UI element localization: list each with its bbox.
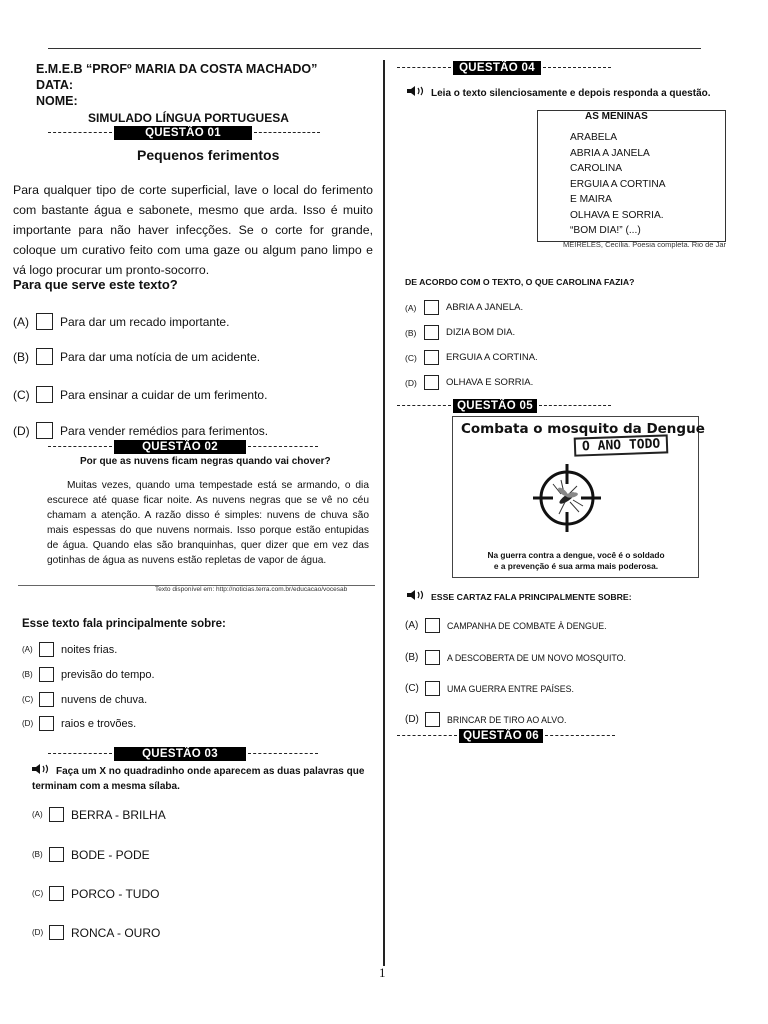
school-name: E.M.E.B “PROFº MARIA DA COSTA MACHADO”	[36, 62, 318, 76]
q4-option-d[interactable]: (D) OLHAVA E SORRIA.	[405, 377, 534, 388]
exam-title: SIMULADO LÍNGUA PORTUGUESA	[88, 111, 289, 125]
poem-line: ABRIA A JANELA	[570, 147, 650, 159]
checkbox[interactable]	[39, 716, 54, 731]
checkbox[interactable]	[424, 300, 439, 315]
poem-lines	[570, 130, 666, 239]
school-header	[36, 61, 317, 109]
top-rule	[48, 48, 701, 49]
poem-line: OLHAVA E SORRIA.	[570, 209, 664, 221]
crosshair-mosquito-icon	[531, 462, 603, 539]
date-label: DATA:	[36, 78, 74, 92]
checkbox[interactable]	[425, 618, 440, 633]
question-06-label: QUESTÃO 06	[459, 729, 543, 743]
q2-source: Texto disponível em: http://noticias.terra.com.br/educacao/vocesab	[155, 586, 348, 593]
q4-question: DE ACORDO COM O TEXTO, O QUE CAROLINA FAZIA?	[405, 277, 635, 287]
checkbox[interactable]	[49, 807, 64, 822]
column-divider	[383, 60, 385, 966]
speaker-icon	[32, 763, 50, 778]
checkbox[interactable]	[424, 375, 439, 390]
checkbox[interactable]	[424, 325, 439, 340]
q1-option-c[interactable]: (C) Para ensinar a cuidar de um ferimento.	[13, 387, 268, 402]
poem-line: “BOM DIA!” (...)	[570, 225, 641, 236]
q2-option-c[interactable]: (C) nuvens de chuva.	[22, 693, 148, 706]
poem-line: E MAIRA	[570, 194, 612, 205]
checkbox[interactable]	[425, 712, 440, 727]
checkbox[interactable]	[39, 692, 54, 707]
q2-text: Muitas vezes, quando uma tempestade está se armando, o dia escurece até quase ficar noite. As nuvens negras que se vê no céu chamam a atenção. A razão disso é simples: nuvens de chuva são mais espessas do que nuvens normais. Isso porque estão entupidas de água. Quando elas são branquinhas, quer dizer que em vez das gotinhas de água as nuvens estão repletas de vapor de água.	[47, 480, 369, 566]
question-02-label: QUESTÃO 02	[114, 440, 246, 454]
q3-option-d[interactable]: (D) RONCA - OURO	[32, 925, 161, 940]
question-04-bar	[397, 61, 613, 75]
poster-title: Combata o mosquito da Dengue	[461, 421, 705, 437]
q4-option-a[interactable]: (A) ABRIA A JANELA.	[405, 302, 524, 313]
q2-question: Esse texto fala principalmente sobre:	[22, 618, 226, 630]
checkbox[interactable]	[36, 422, 53, 439]
checkbox[interactable]	[36, 313, 53, 330]
q3-option-c[interactable]: (C) PORCO - TUDO	[32, 886, 160, 901]
q1-option-d[interactable]: (D) Para vender remédios para ferimentos.	[13, 423, 269, 438]
poster-caption: Na guerra contra a dengue, você é o soldado e a prevenção é sua arma mais poderosa.	[487, 550, 665, 571]
q3-option-a[interactable]: (A) BERRA - BRILHA	[32, 807, 166, 822]
checkbox[interactable]	[49, 886, 64, 901]
name-label: NOME:	[36, 94, 78, 108]
poster-stamp: O ANO TODO	[574, 434, 669, 456]
q2-title: Por que as nuvens ficam negras quando vai chover?	[80, 456, 331, 467]
checkbox[interactable]	[49, 847, 64, 862]
question-05-label: QUESTÃO 05	[453, 399, 537, 413]
checkbox[interactable]	[39, 667, 54, 682]
question-03-label: QUESTÃO 03	[114, 747, 246, 761]
checkbox[interactable]	[424, 350, 439, 365]
question-06-bar	[397, 729, 617, 743]
question-05-bar	[397, 399, 613, 413]
page-number: 1	[379, 965, 386, 980]
q1-question: Para que serve este texto?	[13, 277, 178, 292]
q3-option-b[interactable]: (B) BODE - PODE	[32, 847, 150, 862]
q1-text: Para qualquer tipo de corte superficial, lave o local do ferimento com bastante água e sabonete, mesmo que arda. Isso é muito importante para não haver infecções. Se o corte for grande, coloque um curativo feito com uma gaze ou algum pano limpo e vá logo procurar um pronto-socorro.	[13, 183, 373, 277]
q5-question: ESSE CARTAZ FALA PRINCIPALMENTE SOBRE:	[407, 589, 632, 603]
checkbox[interactable]	[36, 348, 53, 365]
question-01-label: QUESTÃO 01	[114, 126, 252, 140]
q5-option-b[interactable]: (B) A DESCOBERTA DE UM NOVO MOSQUITO.	[405, 652, 626, 663]
speaker-icon	[407, 85, 425, 99]
poem-line: ARABELA	[570, 132, 617, 143]
poem-title: AS MENINAS	[585, 111, 648, 122]
q5-option-d[interactable]: (D) BRINCAR DE TIRO AO ALVO.	[405, 714, 567, 725]
question-03-bar	[48, 747, 274, 761]
q2-option-d[interactable]: (D) raios e trovões.	[22, 717, 137, 730]
q2-option-a[interactable]: (A) noites frias.	[22, 643, 118, 656]
question-04-label: QUESTÃO 04	[453, 61, 541, 75]
q1-option-a[interactable]: (A) Para dar um recado importante.	[13, 314, 230, 329]
poem-line: CAROLINA	[570, 163, 623, 174]
q4-option-c[interactable]: (C) ERGUIA A CORTINA.	[405, 352, 538, 363]
question-02-bar	[48, 440, 274, 454]
question-01-bar	[48, 126, 274, 140]
q4-prompt: Leia o texto silenciosamente e depois responda a questão.	[407, 85, 711, 99]
checkbox[interactable]	[36, 386, 53, 403]
q2-option-b[interactable]: (B) previsão do tempo.	[22, 668, 155, 681]
checkbox[interactable]	[425, 650, 440, 665]
q1-option-b[interactable]: (B) Para dar uma notícia de um acidente.	[13, 349, 261, 364]
q5-option-c[interactable]: (C) UMA GUERRA ENTRE PAÍSES.	[405, 683, 574, 694]
q1-title: Pequenos ferimentos	[137, 147, 280, 163]
checkbox[interactable]	[49, 925, 64, 940]
q4-option-b[interactable]: (B) DIZIA BOM DIA.	[405, 327, 516, 338]
poem-source: MEIRELES, Cecília. Poesia completa. Rio de Jar	[563, 240, 726, 249]
poem-line: ERGUIA A CORTINA	[570, 178, 666, 190]
q3-prompt: Faça um X no quadradinho onde aparecem as duas palavras que terminam com a mesma sílaba.	[32, 763, 377, 794]
q5-option-a[interactable]: (A) CAMPANHA DE COMBATE À DENGUE.	[405, 620, 607, 631]
checkbox[interactable]	[425, 681, 440, 696]
checkbox[interactable]	[39, 642, 54, 657]
speaker-icon	[407, 589, 425, 603]
